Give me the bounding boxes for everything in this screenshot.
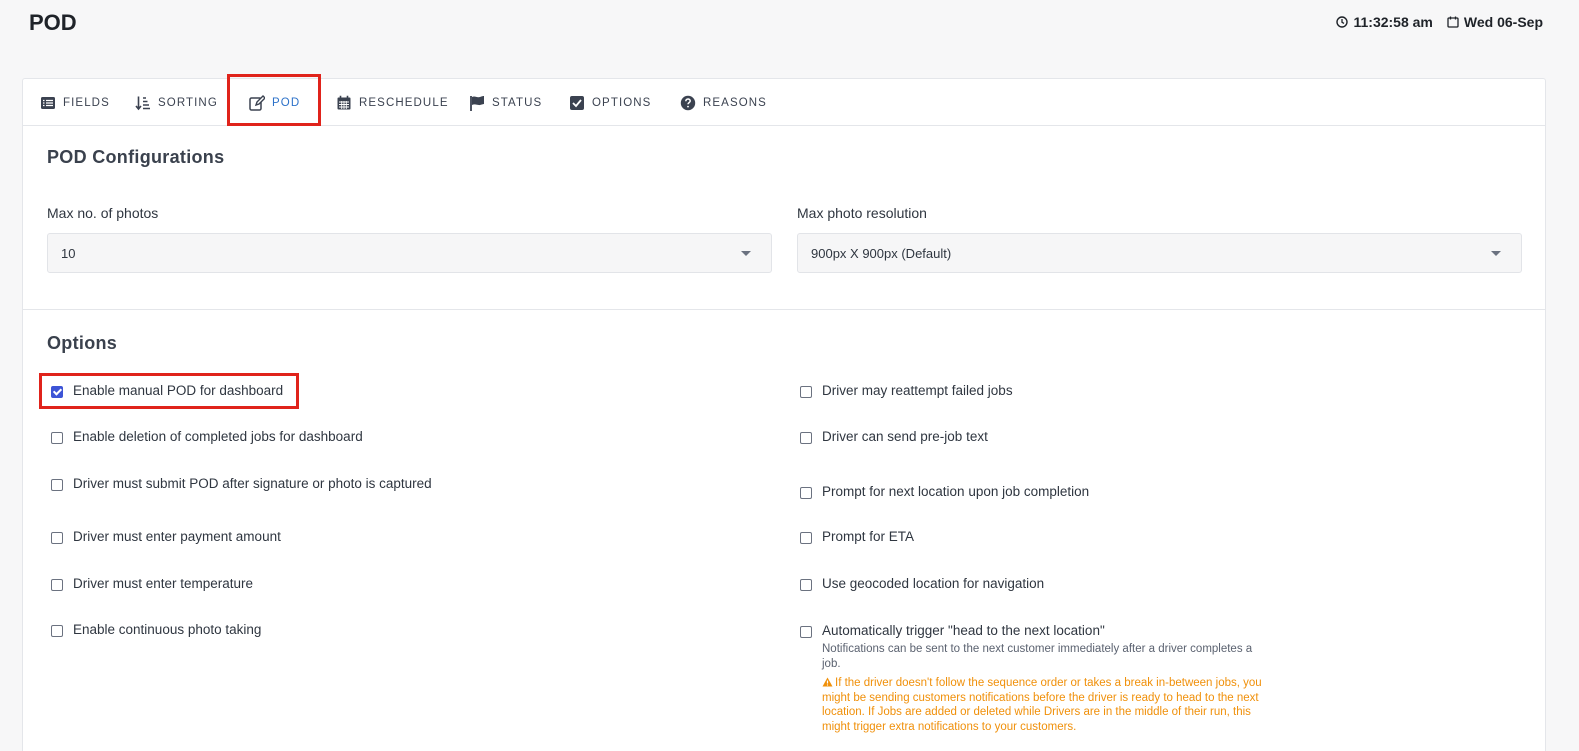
question-icon: [680, 95, 696, 111]
checkbox[interactable]: [51, 579, 63, 591]
checkbox[interactable]: [800, 579, 812, 591]
option-submit-pod-after-capture[interactable]: [51, 476, 432, 491]
option-auto-trigger-head-next[interactable]: [800, 623, 1105, 638]
tab-pod[interactable]: [249, 79, 300, 126]
checkbox[interactable]: [51, 479, 63, 491]
option-prompt-next-location[interactable]: [800, 484, 1089, 499]
option-prompt-eta[interactable]: [800, 529, 914, 544]
page-title: POD: [29, 10, 77, 35]
option-label: Driver must enter temperature: [73, 576, 254, 591]
checkbox-icon: [569, 95, 585, 111]
tab-label: REASONS: [703, 96, 767, 109]
flag-icon: [469, 95, 485, 111]
current-date: Wed 06-Sep: [1463, 14, 1543, 30]
option-pre-job-text[interactable]: [800, 429, 988, 444]
max-photos-select[interactable]: [47, 233, 772, 273]
checkbox[interactable]: [51, 532, 63, 544]
tab-label: POD: [272, 96, 301, 109]
option-label: Prompt for ETA: [822, 529, 915, 544]
caret-down-icon: [741, 251, 751, 256]
checkbox[interactable]: [800, 626, 812, 638]
option-enable-deletion[interactable]: [51, 429, 363, 444]
option-reattempt-failed[interactable]: [800, 383, 1013, 398]
tab-sorting[interactable]: [135, 79, 218, 126]
tab-reasons[interactable]: [680, 79, 767, 126]
calendar-icon: [336, 95, 352, 111]
option-temperature[interactable]: [51, 576, 253, 591]
pod-config-title: POD Configurations: [47, 147, 225, 167]
max-resolution-value: 900px X 900px (Default): [811, 245, 952, 261]
caret-down-icon: [1491, 251, 1501, 256]
current-time: 11:32:58 am: [1353, 14, 1433, 30]
option-label: Enable deletion of completed jobs for dashboard: [73, 429, 363, 444]
edit-icon: [249, 95, 265, 111]
checkbox[interactable]: [51, 432, 63, 444]
option-geocoded-location[interactable]: [800, 576, 1044, 591]
list-icon: [40, 95, 56, 111]
option-label: Driver must submit POD after signature or photo is captured: [73, 476, 432, 491]
checkbox[interactable]: [800, 386, 812, 398]
tab-reschedule[interactable]: [336, 79, 449, 126]
option-label: Driver may reattempt failed jobs: [822, 383, 1013, 398]
sort-icon: [135, 95, 151, 111]
max-resolution-select[interactable]: [797, 233, 1522, 273]
option-label: Automatically trigger "head to the next location": [822, 623, 1105, 638]
checkbox[interactable]: [51, 625, 63, 637]
checkbox[interactable]: [800, 532, 812, 544]
option-label: Use geocoded location for navigation: [822, 576, 1045, 591]
checkbox[interactable]: [51, 386, 63, 398]
option-label: Driver must enter payment amount: [73, 529, 281, 544]
tab-label: RESCHEDULE: [359, 96, 449, 109]
option-label: Prompt for next location upon job completion: [822, 484, 1090, 499]
tab-fields[interactable]: [40, 79, 110, 126]
max-resolution-label: Max photo resolution: [797, 205, 927, 221]
auto-trigger-warning: [822, 676, 1262, 734]
option-label: Driver can send pre-job text: [822, 429, 988, 444]
option-enable-manual-pod[interactable]: [51, 383, 283, 398]
section-divider: [23, 309, 1545, 310]
calendar-icon: [1447, 16, 1459, 28]
options-title: Options: [47, 333, 118, 353]
tab-options[interactable]: [569, 79, 651, 126]
clock-icon: [1336, 16, 1348, 28]
warning-icon: [822, 677, 833, 687]
settings-card: [22, 78, 1546, 751]
tab-label: FIELDS: [63, 96, 110, 109]
max-photos-label: Max no. of photos: [47, 205, 159, 221]
option-label: Enable continuous photo taking: [73, 622, 262, 637]
tab-label: SORTING: [158, 96, 218, 109]
option-label: Enable manual POD for dashboard: [73, 383, 284, 398]
auto-trigger-hint: Notifications can be sent to the next customer immediately after a driver completes a job.: [822, 643, 1253, 670]
max-photos-value: 10: [61, 245, 76, 261]
option-payment-amount[interactable]: [51, 529, 281, 544]
option-continuous-photo[interactable]: [51, 622, 261, 637]
checkbox[interactable]: [800, 432, 812, 444]
tab-bar: [23, 79, 1545, 126]
tab-label: STATUS: [492, 96, 543, 109]
warning-text: If the driver doesn't follow the sequence order or takes a break in-between jobs, you might be sending customers notifications before the driver is ready to head to the next location. If Jobs are added or deleted while Drivers are in the middle of their run, this might trigger extra notifications to your customers.: [822, 677, 1262, 733]
tab-status[interactable]: [469, 79, 542, 126]
checkbox[interactable]: [800, 487, 812, 499]
tab-label: OPTIONS: [592, 96, 652, 109]
clock-area: [1336, 14, 1543, 30]
